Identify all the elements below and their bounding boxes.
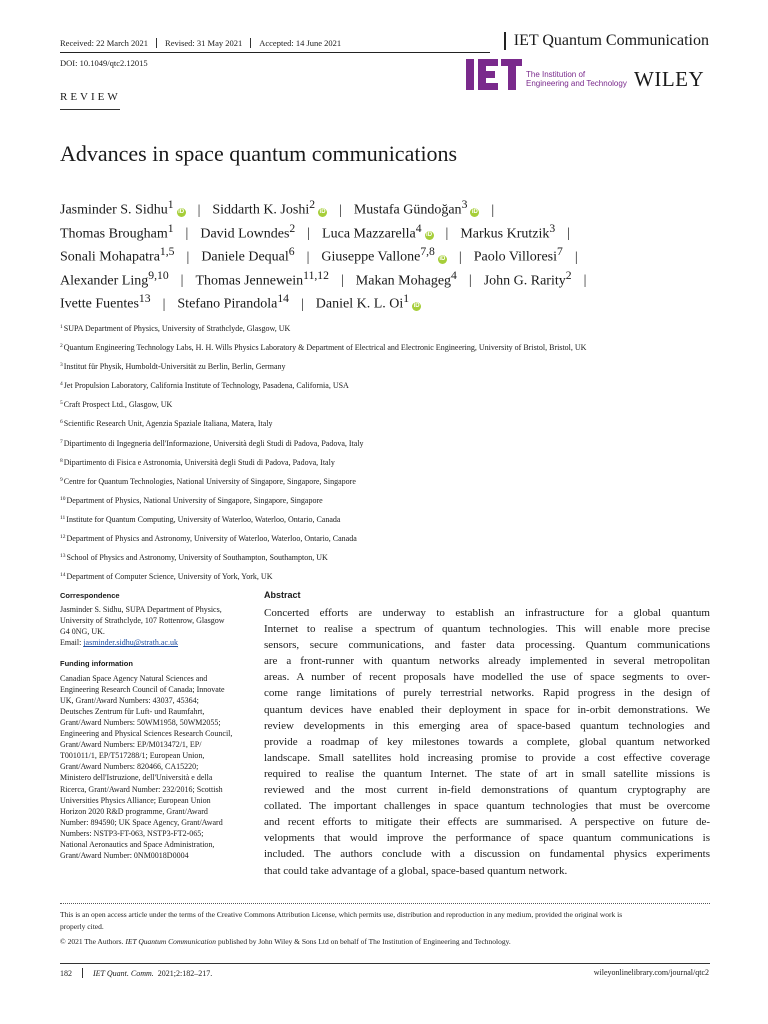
- abstract-line: landscape. Small satellites hold increasing promise to provide a cost effective coverage: [264, 751, 710, 764]
- affiliation-ref: 11,12: [303, 268, 329, 282]
- funding-line: Deutsches Zentrum für Luft- und Raumfahrt,: [60, 706, 205, 716]
- abstract-line: Internet to realise a spectrum of quantum technologies. This will enable more precise: [264, 623, 710, 636]
- affiliation-number: 14: [60, 572, 66, 579]
- author-separator: |: [567, 226, 571, 242]
- author-name: Thomas Brougham: [60, 226, 168, 242]
- author-name: Thomas Jennewein: [195, 273, 304, 289]
- affiliation-ref: 2: [309, 198, 316, 211]
- affiliation-number: 4: [60, 381, 63, 388]
- affiliation-text: Dipartimento di Fisica e Astronomia, Università degli Studi di Padova, Padova, Italy: [63, 457, 335, 467]
- affiliation-text: Centre for Quantum Technologies, National University of Singapore, Singapore, Singapore: [63, 476, 356, 486]
- funding-line: Numbers: NSTP3-FT-063, NSTP3-FT2-065;: [60, 828, 204, 838]
- affiliation: [60, 553, 710, 572]
- author-name: Stefano Pirandola: [177, 296, 278, 312]
- funding-line: Ricerca, Grant/Award Number: 232/2016; Scottish: [60, 784, 223, 794]
- affiliation: [60, 496, 710, 515]
- abstract-line: that could take advantage of a global, space-based quantum network.: [264, 864, 568, 877]
- orcid-icon[interactable]: iD: [319, 208, 326, 215]
- copyright-notice: © 2021 The Authors. IET Quantum Communication published by John Wiley & Sons Ltd on behalf of The Institution of Engineering and Technology.: [60, 937, 511, 946]
- correspondence-address: [60, 604, 250, 637]
- funding-line: Horizon 2020 R&D programme, Grant/Award: [60, 806, 208, 816]
- funding-heading: Funding information: [60, 659, 133, 669]
- affiliation-ref: 1,5: [159, 245, 175, 258]
- iet-logo: [466, 59, 522, 90]
- affiliation-ref: 9,10: [148, 268, 169, 282]
- affiliation-text: Department of Physics and Astronomy, University of Waterloo, Waterloo, Ontario, Canada: [66, 534, 357, 544]
- affiliation-text: Institute for Quantum Computing, University of Waterloo, Waterloo, Ontario, Canada: [66, 514, 341, 524]
- abstract-heading: Abstract: [264, 590, 301, 600]
- abstract-line: quantum devices have enabled their deployment in space for in-orbit demonstrations. We: [264, 703, 710, 716]
- author-line: [60, 198, 720, 222]
- affiliation: [60, 343, 710, 362]
- received-date: Received: 22 March 2021: [60, 38, 149, 48]
- affiliation: [60, 439, 710, 458]
- author-name: Mustafa Gündoğan: [353, 202, 462, 218]
- author-list: [60, 198, 720, 316]
- affiliation-text: Scientific Research Unit, Agenzia Spaziale Italiana, Matera, Italy: [63, 419, 273, 429]
- affiliation-number: 3: [60, 362, 63, 369]
- affiliation: [60, 515, 710, 534]
- author-separator: |: [468, 273, 472, 289]
- funding-line: Grant/Award Numbers: EP/M013472/1, EP/: [60, 740, 202, 750]
- affiliation-ref: 1: [403, 292, 410, 305]
- author-name: Sonali Mohapatra: [60, 249, 160, 265]
- affiliation-ref: 7: [557, 245, 563, 258]
- affiliation: [60, 477, 710, 496]
- license-notice: This is an open access article under the terms of the Creative Commons Attribution License, which permits use, distribution and reproduction in any medium, provided the original work is properly cited.: [60, 910, 623, 931]
- author-name: Ivette Fuentes: [60, 296, 139, 312]
- abstract-line: required to realise the quantum Internet. The state of art in small satellite missions is: [264, 767, 710, 780]
- affiliation: [60, 400, 710, 419]
- abstract-line: areas. A number of recent proposals have modelled the use of space segments to over-: [264, 671, 710, 684]
- affiliation-text: SUPA Department of Physics, University of Strathclyde, Glasgow, UK: [63, 324, 291, 333]
- affiliation-text: Jet Propulsion Laboratory, California Institute of Technology, Pasadena, California, USA: [63, 381, 349, 391]
- affiliation-text: Craft Prospect Ltd., Glasgow, UK: [63, 400, 173, 410]
- address-line: Jasminder S. Sidhu, SUPA Department of Physics,: [60, 605, 222, 615]
- affiliation: [60, 534, 710, 553]
- author-name: Daniele Dequal: [201, 249, 289, 265]
- author-separator: |: [458, 249, 462, 265]
- author-name: John G. Rarity: [483, 273, 566, 289]
- abstract-line: velopments that would improve the performance of space quantum communications is: [264, 832, 710, 845]
- author-name: David Lowndes: [200, 226, 290, 242]
- footer-rule: [60, 963, 710, 964]
- affiliation-number: 6: [60, 419, 63, 426]
- author-separator: |: [162, 296, 166, 312]
- abstract-line: reviewed and the most current in-field demonstrations of quantum cryptography are: [264, 784, 710, 797]
- affiliation-number: 8: [60, 457, 63, 464]
- address-line: University of Strathclyde, 107 Rottenrow, Glasgow: [60, 616, 225, 626]
- author-separator: |: [197, 202, 201, 218]
- citation-journal: IET Quant. Comm.: [93, 968, 154, 978]
- funding-line: T001011/1, EP/T517288/1; European Union,: [60, 751, 205, 761]
- author-separator: |: [583, 273, 587, 289]
- page-number: 182: [60, 968, 72, 978]
- article-sidebar: [60, 590, 250, 861]
- affiliation: [60, 324, 710, 343]
- author-name: Luca Mazzarella: [322, 226, 416, 242]
- author-separator: |: [445, 226, 449, 242]
- funding-line: UK, Grant/Award Numbers: 43037, 45364;: [60, 695, 199, 705]
- abstract-line: are a front-runner with quantum networks already implemented in several metropolitan: [264, 655, 710, 668]
- author-line: [60, 222, 720, 246]
- iet-logo-text: The Institution of Engineering and Technology: [526, 70, 627, 88]
- divider: [504, 32, 506, 50]
- affiliation-number: 2: [60, 343, 63, 350]
- affiliation: [60, 381, 710, 400]
- citation-details: 2021;2:182–217.: [157, 968, 213, 978]
- email-link[interactable]: jasminder.sidhu@strath.ac.uk: [83, 638, 179, 648]
- author-separator: |: [306, 249, 310, 265]
- affiliation-ref: 2: [565, 268, 572, 282]
- author-name: Paolo Villoresi: [473, 249, 557, 265]
- abstract-line: provide a roadmap of key milestones towards a complete, global quantum networked: [264, 735, 710, 748]
- affiliation-text: Institut für Physik, Humboldt-Universität zu Berlin, Berlin, Germany: [63, 362, 286, 372]
- correspondence-heading: Correspondence: [60, 591, 120, 600]
- author-name: Jasminder S. Sidhu: [60, 202, 168, 218]
- affiliation-text: School of Physics and Astronomy, University of Southampton, Southampton, UK: [66, 553, 328, 563]
- accepted-date: Accepted: 14 June 2021: [259, 38, 342, 48]
- doi[interactable]: DOI: 10.1049/qtc2.12015: [60, 58, 148, 68]
- affiliation-ref: 13: [138, 292, 151, 305]
- author-separator: |: [307, 226, 311, 242]
- affiliation-number: 12: [60, 534, 66, 541]
- funding-text: [60, 673, 250, 862]
- orcid-icon[interactable]: iD: [426, 232, 433, 239]
- author-separator: |: [340, 273, 344, 289]
- funding-line: Number: 894590; UK Space Agency, Grant/Award: [60, 817, 223, 827]
- author-line: [60, 269, 720, 293]
- affiliation-ref: 14: [277, 292, 289, 305]
- funding-line: Engineering Research Council of Canada; Innovate: [60, 684, 225, 694]
- orcid-icon[interactable]: iD: [471, 208, 478, 215]
- divider: [82, 968, 83, 978]
- affiliation-number: 5: [60, 400, 63, 407]
- funding-line: Grant/Award Numbers: 820466, CA15220;: [60, 762, 199, 772]
- funding-line: Universities Physics Alliance; European Union: [60, 795, 211, 805]
- abstract-line: review developments in this emerging area of space-based quantum technologies and: [264, 719, 710, 732]
- author-separator: |: [180, 273, 184, 289]
- affiliation-ref: 1: [167, 198, 174, 211]
- correspondence-email: Email: jasminder.sidhu@strath.ac.uk: [60, 638, 179, 648]
- affiliation-list: [60, 324, 710, 591]
- affiliation: [60, 458, 710, 477]
- author-separator: |: [339, 202, 342, 218]
- author-name: Siddarth K. Joshi: [212, 202, 310, 218]
- affiliation-ref: 6: [288, 245, 295, 258]
- funding-line: Engineering and Physical Sciences Research Council,: [60, 729, 233, 739]
- divider: [156, 38, 157, 48]
- divider: [250, 38, 251, 48]
- author-name: Markus Krutzik: [460, 226, 550, 242]
- abstract-line: come range limitations of purely terrestrial networks. Rapid progress in the design of: [264, 687, 710, 700]
- article-title: Advances in space quantum communications: [60, 141, 458, 166]
- author-name: Makan Mohageg: [355, 273, 452, 289]
- author-name: Alexander Ling: [60, 273, 149, 289]
- license-divider: [60, 903, 710, 904]
- abstract-line: and recent efforts to mitigate their effects are summarised. A perspective on future de-: [264, 816, 710, 829]
- affiliation-ref: 4: [415, 221, 422, 235]
- article-dates: [60, 38, 341, 48]
- orcid-icon[interactable]: iD: [178, 208, 185, 215]
- affiliation-ref: 3: [549, 221, 556, 235]
- orcid-icon[interactable]: iD: [439, 255, 446, 262]
- affiliation-ref: 7,8: [420, 245, 435, 258]
- abstract-line: Concerted efforts are underway to establish an infrastructure for a global quantum: [264, 607, 710, 619]
- journal-name: IET Quantum Communication: [513, 32, 709, 49]
- abstract-line: collated. The important challenges in space quantum technologies that must be overcome: [264, 800, 710, 813]
- affiliation: [60, 362, 710, 381]
- affiliation-number: 1: [60, 324, 63, 330]
- affiliation-text: Department of Physics, National University of Singapore, Singapore, Singapore: [66, 495, 323, 505]
- affiliation-number: 10: [60, 495, 66, 502]
- address-line: G4 0NG, UK.: [60, 627, 105, 637]
- abstract-text: [264, 605, 710, 879]
- affiliation-ref: 2: [289, 221, 296, 235]
- funding-line: National Aeronautics and Space Administration,: [60, 839, 215, 849]
- abstract-line: sensors, secure communications, and faster data processing. Quantum communications: [264, 639, 710, 652]
- affiliation: [60, 419, 710, 438]
- funding-line: Canadian Space Agency Natural Sciences and: [60, 673, 208, 683]
- revised-date: Revised: 31 May 2021: [165, 38, 243, 48]
- section-label-rule: [60, 109, 120, 110]
- author-separator: |: [300, 296, 304, 312]
- journal-header: [504, 32, 709, 50]
- affiliation: [60, 572, 710, 591]
- abstract-line: included. The authors conclude with a discussion on fundamental physics experiments: [264, 848, 710, 861]
- funding-line: Ministero dell'Istruzione, dell'Università e della: [60, 773, 213, 783]
- section-label: REVIEW: [60, 91, 121, 103]
- affiliation-number: 13: [60, 553, 66, 560]
- author-name: Daniel K. L. Oi: [315, 296, 404, 312]
- affiliation-number: 9: [60, 476, 63, 483]
- funding-line: Grant/Award Numbers: 50WM1958, 50WM2055;: [60, 717, 221, 727]
- author-separator: |: [185, 226, 189, 242]
- affiliation-number: 7: [60, 438, 63, 445]
- author-separator: |: [574, 249, 578, 265]
- author-name: Giuseppe Vallone: [321, 249, 421, 265]
- funding-line: Grant/Award Number: 0NM0018D0004: [60, 851, 189, 861]
- journal-url[interactable]: wileyonlinelibrary.com/journal/qtc2: [593, 968, 709, 977]
- affiliation-ref: 1: [167, 221, 174, 235]
- author-line: [60, 292, 720, 316]
- author-separator: |: [186, 249, 190, 265]
- wiley-logo: WILEY: [634, 67, 705, 91]
- affiliation-ref: 3: [461, 198, 468, 211]
- orcid-icon[interactable]: iD: [413, 302, 420, 309]
- affiliation-text: Department of Computer Science, University of York, York, UK: [66, 572, 273, 582]
- author-line: [60, 245, 720, 269]
- affiliation-number: 11: [60, 514, 66, 521]
- affiliation-ref: 4: [451, 268, 457, 282]
- affiliation-text: Dipartimento di Ingegneria dell'Informazione, Università degli Studi di Padova, Padova, Italy: [63, 438, 364, 448]
- header-rule: [60, 52, 490, 53]
- footer-citation: [60, 968, 212, 978]
- author-separator: |: [491, 202, 495, 218]
- affiliation-text: Quantum Engineering Technology Labs, H. H. Wills Physics Laboratory & Department of Electrical and Electronic Engineering, University of Bristol, Bristol, UK: [63, 343, 587, 353]
